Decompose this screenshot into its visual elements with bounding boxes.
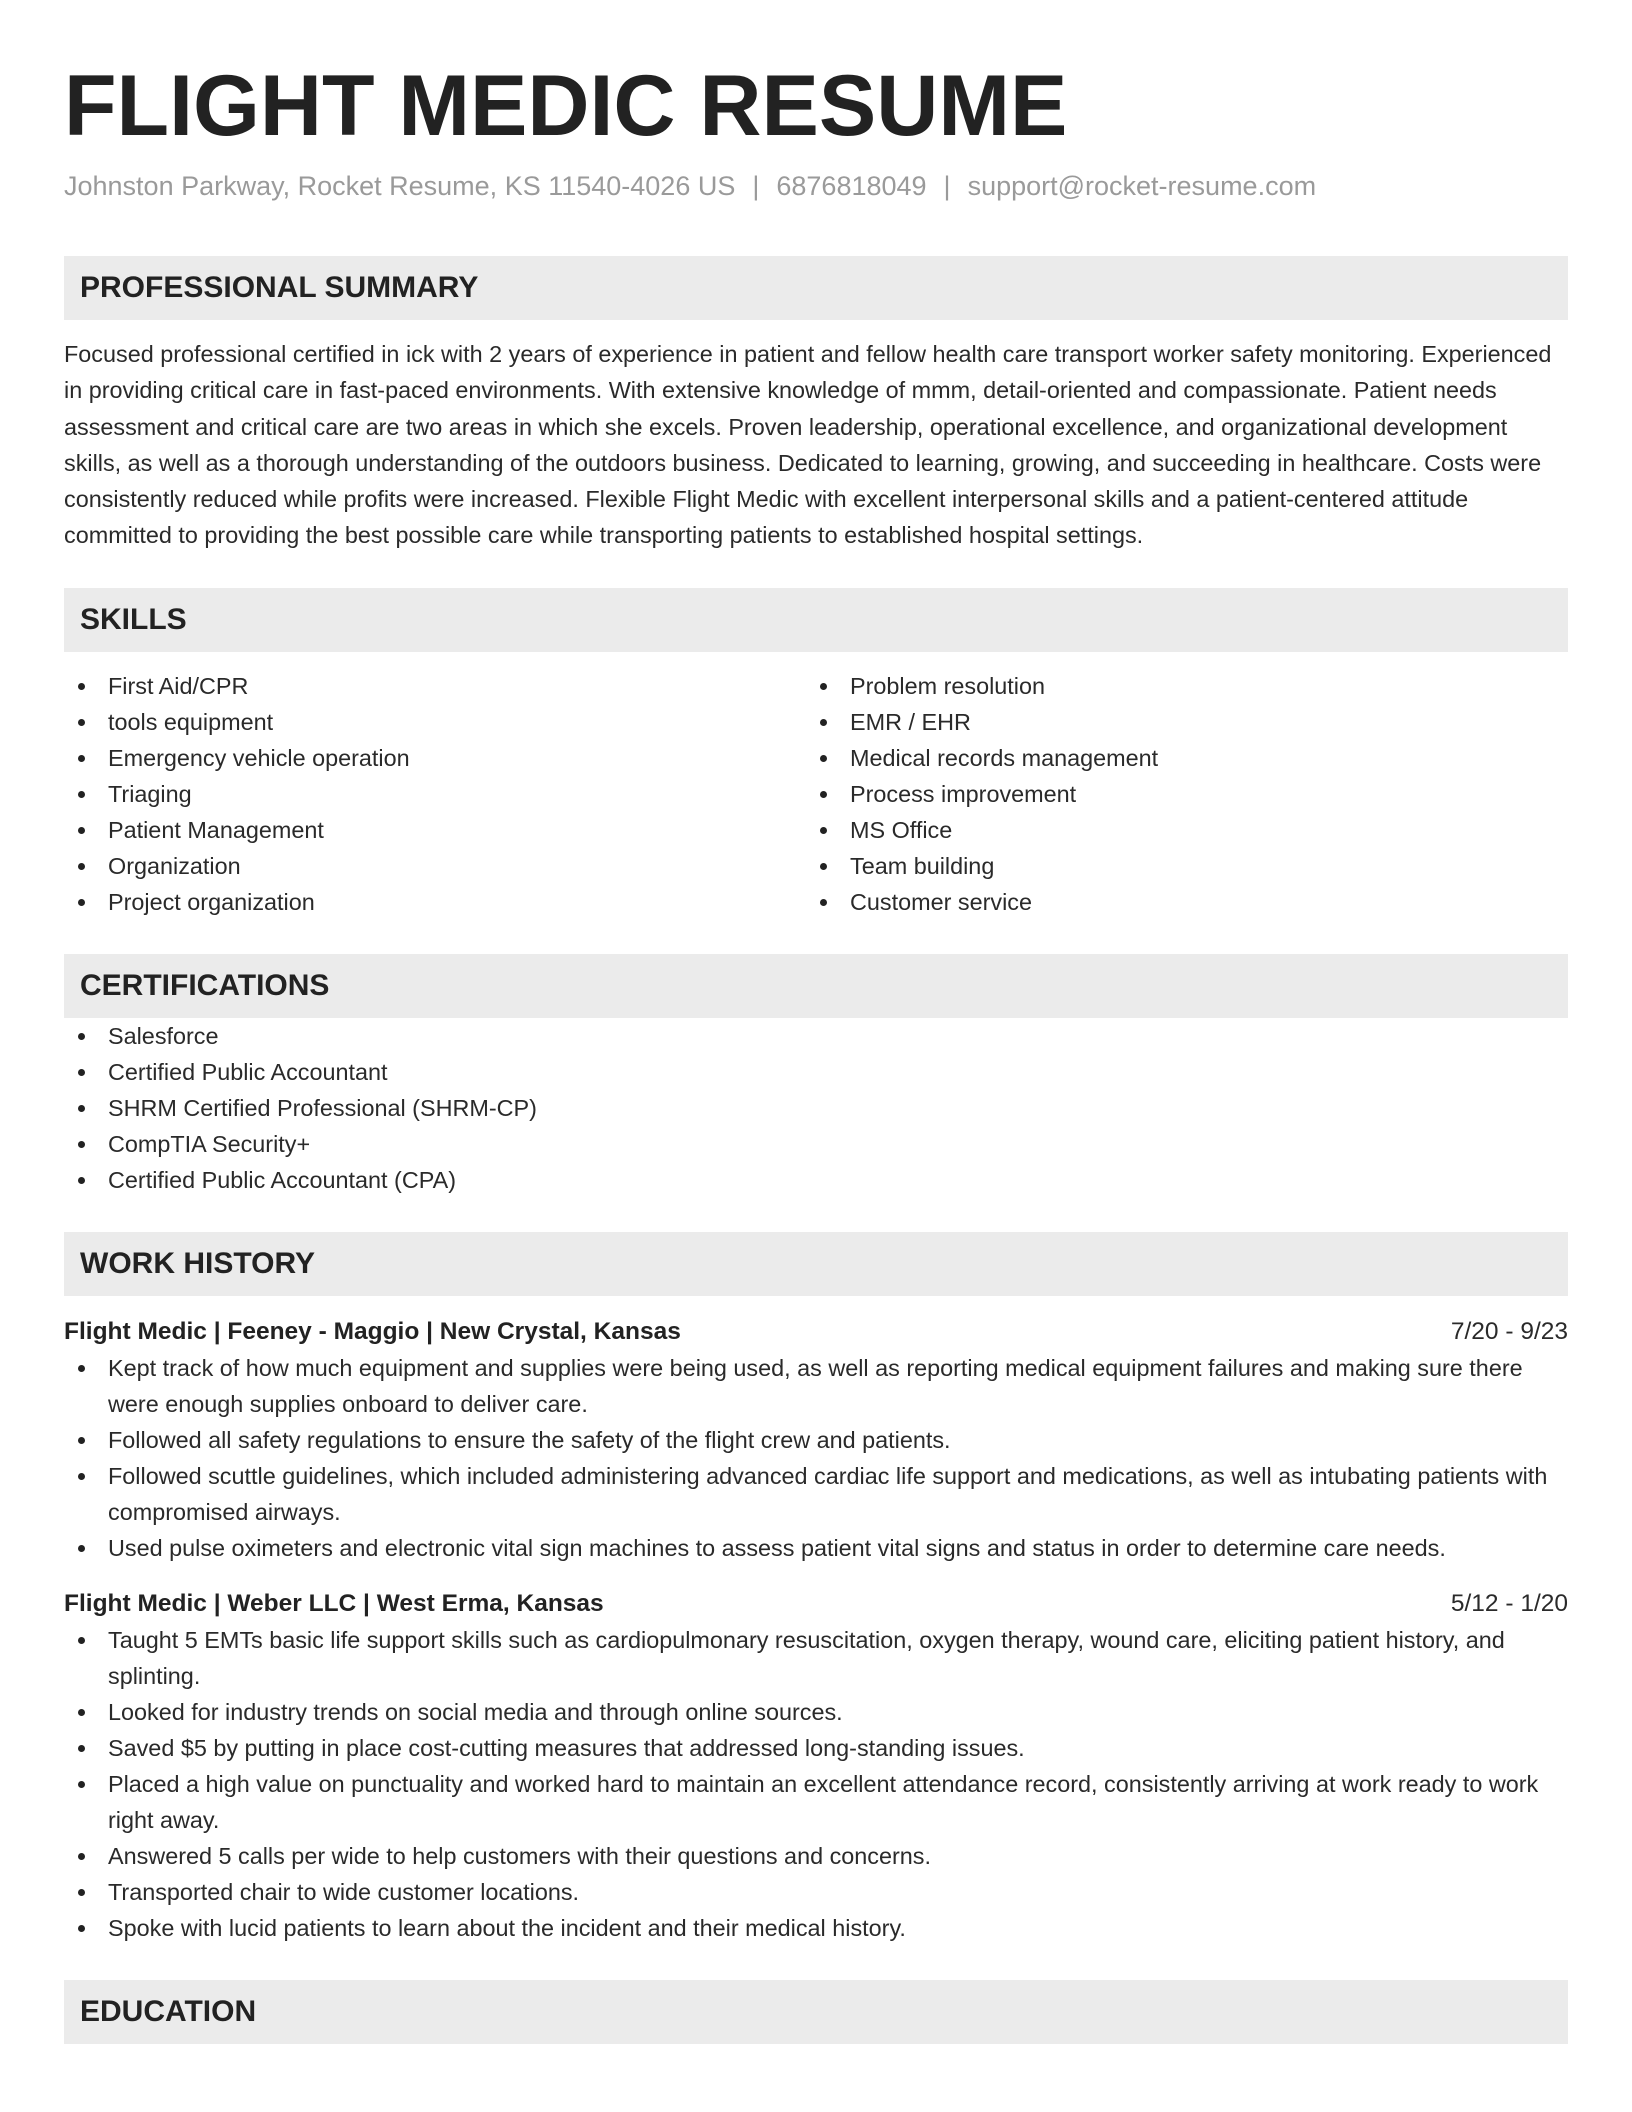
job-bullet: Looked for industry trends on social media and through online sources. [64, 1694, 1568, 1730]
job-title: Flight Medic | Feeney - Maggio | New Crystal, Kansas [64, 1317, 681, 1345]
certification-item: SHRM Certified Professional (SHRM-CP) [64, 1090, 1568, 1126]
skill-item: Problem resolution [806, 668, 1548, 704]
certifications-list [64, 1018, 1568, 1198]
contact-separator: | [943, 171, 951, 201]
skill-item: tools equipment [64, 704, 806, 740]
job-bullet: Transported chair to wide customer locations. [64, 1874, 1568, 1910]
skill-item: EMR / EHR [806, 704, 1548, 740]
skill-item: Team building [806, 848, 1548, 884]
certification-item: Certified Public Accountant (CPA) [64, 1162, 1568, 1198]
job-bullets [64, 1350, 1568, 1566]
skills-heading: SKILLS [64, 588, 1568, 652]
skill-item: Emergency vehicle operation [64, 740, 806, 776]
skill-item: Organization [64, 848, 806, 884]
job-bullet: Spoke with lucid patients to learn about the incident and their medical history. [64, 1910, 1568, 1946]
skill-item: Patient Management [64, 812, 806, 848]
contact-address: Johnston Parkway, Rocket Resume, KS 11540-4026 US [64, 171, 736, 201]
job-title: Flight Medic | Weber LLC | West Erma, Kansas [64, 1589, 604, 1617]
education-heading: EDUCATION [64, 1980, 1568, 2044]
skills-right-column [806, 668, 1548, 920]
contact-email: support@rocket-resume.com [967, 171, 1317, 201]
job-header [64, 1586, 1568, 1622]
resume-title: FLIGHT MEDIC RESUME [64, 58, 1068, 154]
skill-item: Customer service [806, 884, 1548, 920]
skill-item: MS Office [806, 812, 1548, 848]
summary-heading: PROFESSIONAL SUMMARY [64, 256, 1568, 320]
job-header [64, 1314, 1568, 1350]
resume-page [64, 0, 1568, 2044]
contact-separator: | [752, 171, 760, 201]
skill-item: First Aid/CPR [64, 668, 806, 704]
skill-item: Process improvement [806, 776, 1548, 812]
skill-item: Project organization [64, 884, 806, 920]
work-history-heading: WORK HISTORY [64, 1232, 1568, 1296]
job-bullet: Saved $5 by putting in place cost-cutting measures that addressed long-standing issues. [64, 1730, 1568, 1766]
skill-item: Medical records management [806, 740, 1548, 776]
job-bullet: Followed scuttle guidelines, which included administering advanced cardiac life support and medications, as well as intubating patients with compromised airways. [64, 1458, 1568, 1530]
job-bullet: Followed all safety regulations to ensure the safety of the flight crew and patients. [64, 1422, 1568, 1458]
certification-item: Salesforce [64, 1018, 1568, 1054]
job-dates: 7/20 - 9/23 [1450, 1317, 1568, 1345]
certifications-heading: CERTIFICATIONS [64, 954, 1568, 1018]
job-bullets [64, 1622, 1568, 1946]
contact-phone: 6876818049 [776, 171, 927, 201]
skills-list [64, 668, 1568, 920]
certification-item: Certified Public Accountant [64, 1054, 1568, 1090]
job-bullet: Used pulse oximeters and electronic vital sign machines to assess patient vital signs and status in order to determine care needs. [64, 1530, 1568, 1566]
skills-left-column [64, 668, 806, 920]
certification-item: CompTIA Security+ [64, 1126, 1568, 1162]
summary-text: Focused professional certified in ick with 2 years of experience in patient and fellow health care transport worker safety monitoring. Experienced in providing critical care in fast-paced environments. With extensive knowledge of mmm, detail-oriented and compassionate. Patient needs assessment and critical care are two areas in which she excels. Proven leadership, operational excellence, and organizational development skills, as well as a thorough understanding of the outdoors business. Dedicated to learning, growing, and succeeding in healthcare. Costs were consistently reduced while profits were increased. Flexible Flight Medic with excellent interpersonal skills and a patient-centered attitude committed to providing the best possible care while transporting patients to established hospital settings. [64, 341, 1552, 549]
skill-item: Triaging [64, 776, 806, 812]
contact-line [64, 168, 1568, 204]
job-bullet: Taught 5 EMTs basic life support skills such as cardiopulmonary resuscitation, oxygen therapy, wound care, eliciting patient history, and splinting. [64, 1622, 1568, 1694]
job-bullet: Placed a high value on punctuality and worked hard to maintain an excellent attendance record, consistently arriving at work ready to work right away. [64, 1766, 1568, 1838]
job-bullet: Answered 5 calls per wide to help customers with their questions and concerns. [64, 1838, 1568, 1874]
job-dates: 5/12 - 1/20 [1450, 1589, 1568, 1617]
job-bullet: Kept track of how much equipment and supplies were being used, as well as reporting medical equipment failures and making sure there were enough supplies onboard to deliver care. [64, 1350, 1568, 1422]
